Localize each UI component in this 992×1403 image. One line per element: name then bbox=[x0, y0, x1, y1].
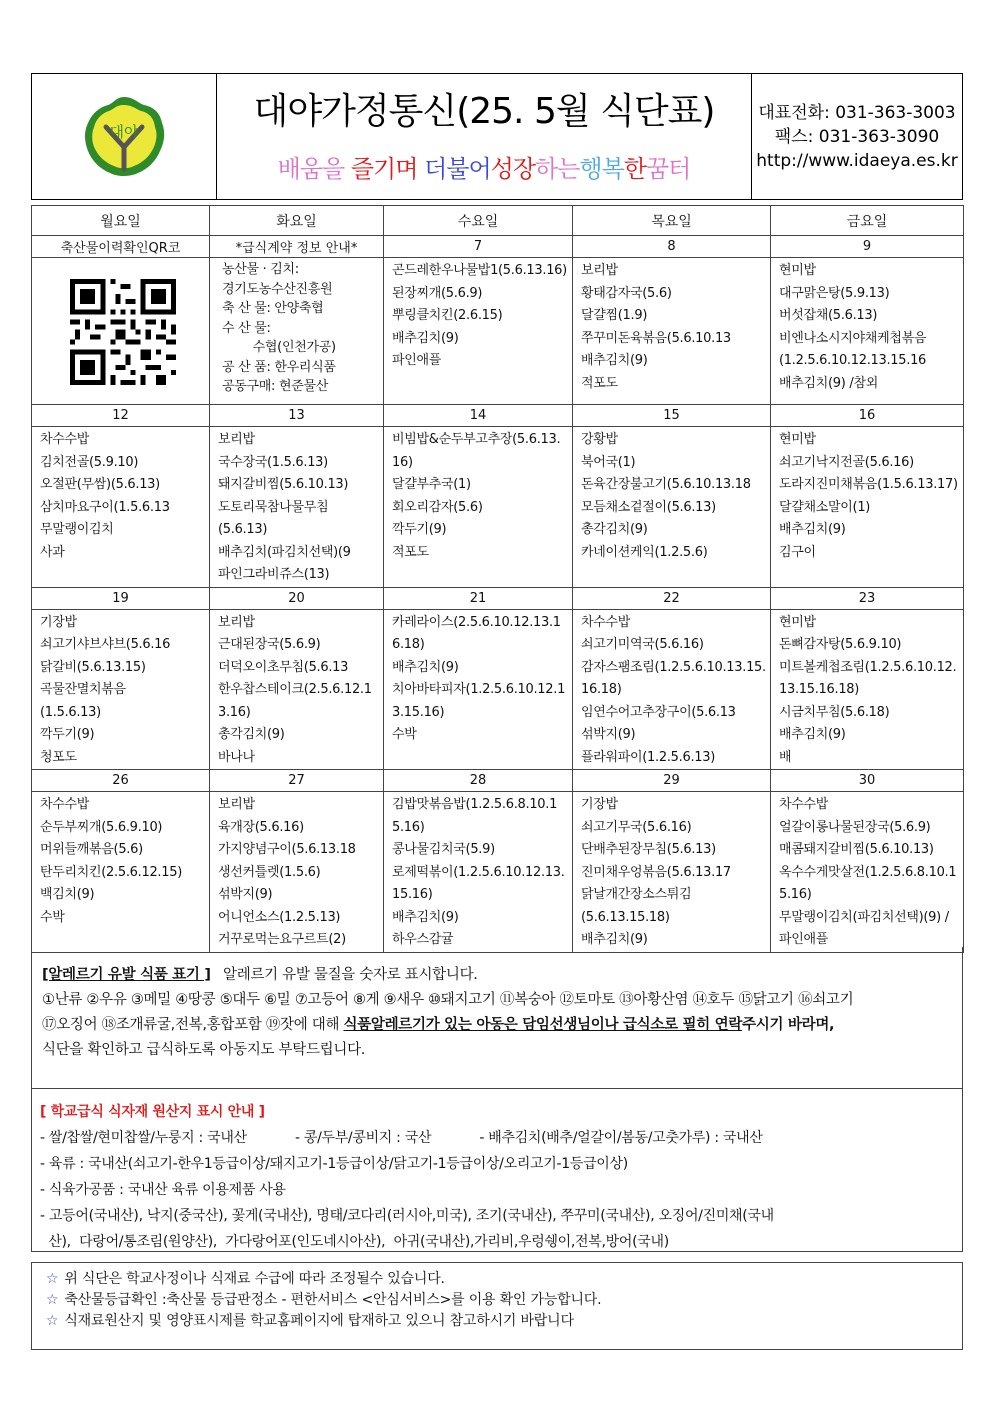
date-19: 19 bbox=[32, 587, 210, 609]
menu-cell-26 bbox=[32, 792, 210, 953]
menu-item: 차수수밥 bbox=[40, 797, 90, 812]
contract-info-line: 공 산 품: 한우리식품 bbox=[222, 359, 336, 375]
menu-cell-23 bbox=[771, 609, 964, 770]
menu-item: 달걀부추국(1) bbox=[392, 477, 471, 492]
menu-item: 보리밥 bbox=[218, 614, 255, 630]
menu-cell-29 bbox=[573, 792, 771, 953]
contract-info-line: 경기도농수산진흥원 bbox=[222, 281, 333, 297]
menu-cell-9 bbox=[771, 258, 964, 405]
menu-item: 황태감자국(5.6) bbox=[581, 285, 672, 301]
menu-item: 김치전골(5.9.10) bbox=[40, 454, 139, 470]
weekday-header-row bbox=[32, 206, 964, 236]
logo-text: 대야 bbox=[109, 122, 139, 141]
menu-item: 보리밥 bbox=[218, 432, 255, 447]
slogan-part-3: 더불어 bbox=[424, 155, 491, 183]
menu-item: 북어국(1) bbox=[581, 454, 636, 470]
date-16: 16 bbox=[771, 405, 964, 427]
weekday-mon: 월요일 bbox=[32, 206, 210, 236]
menu-cell-22 bbox=[573, 609, 771, 770]
slogan-part-7: 한 bbox=[623, 155, 646, 183]
weekday-thu: 목요일 bbox=[573, 206, 771, 236]
origin-seafood-1: - 고등어(국내산), 낙지(중국산), 꽃게(국내산), 명태/코다리(러시아,미국), 조기(국내산), 쭈꾸미(국내산), 오징어/진미채(국내 bbox=[40, 1208, 774, 1224]
menu-item: 돼지갈비찜(5.6.10.13) bbox=[218, 477, 349, 492]
menu-item: 한우찹스테이크(2.5.6.12.13.16) bbox=[218, 682, 372, 720]
school-slogan bbox=[278, 149, 691, 184]
origin-meat: - 육류 : 국내산(쇠고기-한우1등급이상/돼지고기-1등급이상/닭고기-1등급이상/오리고기-1등급이상) bbox=[40, 1156, 628, 1172]
menu-item: 비엔나소시지야채케첩볶음 bbox=[779, 330, 927, 346]
menu-item: 곤드레한우나물밥1(5.6.13.16) bbox=[392, 263, 567, 278]
date-23: 23 bbox=[771, 587, 964, 609]
fax-number: 팩스: 031-363-3090 bbox=[774, 126, 940, 147]
qr-code-cell bbox=[32, 258, 210, 405]
week3-date-row bbox=[32, 587, 964, 609]
date-9: 9 bbox=[771, 236, 964, 258]
star-icon: ☆ bbox=[46, 1313, 59, 1329]
note-1: 위 식단은 학교사정이나 식재료 수급에 따라 조정될수 있습니다. bbox=[64, 1271, 445, 1287]
menu-item: 적포도 bbox=[581, 375, 618, 391]
date-15: 15 bbox=[573, 405, 771, 427]
menu-item: 모듬채소겉절이(5.6.13) bbox=[581, 499, 716, 515]
menu-item: 쇠고기낙지전골(5.6.16) bbox=[779, 454, 914, 470]
menu-item: 된장찌개(5.6.9) bbox=[392, 285, 483, 301]
menu-item: 보리밥 bbox=[581, 263, 618, 278]
weekday-fri: 금요일 bbox=[771, 206, 964, 236]
menu-item: 깍두기(9) bbox=[392, 522, 447, 537]
contract-info-label: *급식계약 정보 안내* bbox=[210, 236, 384, 258]
notes-box bbox=[31, 1262, 963, 1350]
school-url[interactable]: http://www.idaeya.es.kr bbox=[756, 150, 958, 171]
allergy-request-bold: 식품알레르기가 있는 아동은 담임선생님이나 급식소로 필히 연락 bbox=[343, 1017, 743, 1033]
logo-cell bbox=[32, 74, 217, 199]
menu-item: 강황밥 bbox=[581, 432, 618, 447]
menu-item: 배추김치(9) bbox=[392, 330, 459, 346]
menu-cell-8 bbox=[573, 258, 771, 405]
menu-item: 근대된장국(5.6.9) bbox=[218, 637, 321, 652]
menu-item: 어니언소스(1.2.5.13) bbox=[218, 909, 341, 925]
menu-item: 쭈꾸미돈육볶음(5.6.10.13 bbox=[581, 330, 731, 346]
contract-info-line: 농산물 · 김치: bbox=[222, 262, 299, 277]
menu-cell-16 bbox=[771, 427, 964, 588]
menu-item: 총각김치(9) bbox=[581, 522, 648, 537]
menu-item: 김구이 bbox=[779, 544, 816, 560]
week1-date-row bbox=[32, 236, 964, 258]
menu-item: 거꾸로먹는요구르트(2) bbox=[218, 932, 346, 947]
week1-menu-row bbox=[32, 258, 964, 405]
menu-table bbox=[31, 205, 964, 953]
menu-item: 육개장(5.6.16) bbox=[218, 819, 304, 835]
menu-item: 닭갈비(5.6.13.15) bbox=[40, 659, 146, 675]
menu-item: 머위들깨볶음(5.6) bbox=[40, 842, 143, 857]
allergy-title: [알레르기 유발 식품 표기 ] bbox=[42, 967, 211, 983]
allergy-request-2: 식단을 확인하고 급식하도록 아동지도 부탁드립니다. bbox=[42, 1042, 366, 1058]
menu-item: 시금치무침(5.6.18) bbox=[779, 704, 890, 720]
menu-item: (5.6.13) bbox=[218, 522, 268, 537]
contract-info-line: 공동구매: 현준물산 bbox=[222, 379, 328, 394]
week4-date-row bbox=[32, 770, 964, 792]
menu-item: 버섯잡채(5.6.13) bbox=[779, 308, 878, 323]
allergy-intro: 알레르기 유발 물질을 숫자로 표시합니다. bbox=[223, 967, 478, 983]
menu-item: 미트볼케첩조림(1.2.5.6.10.12.13.15.16.18) bbox=[779, 659, 957, 697]
menu-cell-30 bbox=[771, 792, 964, 953]
contact-cell bbox=[752, 74, 962, 199]
menu-item: 차수수밥 bbox=[581, 614, 631, 630]
menu-item: 감자스팸조림(1.2.5.6.10.13.15.16.18) bbox=[581, 659, 766, 697]
menu-item: 배추김치(9) bbox=[581, 353, 648, 368]
week4-menu-row bbox=[32, 792, 964, 953]
menu-item: 쇠고기무국(5.6.16) bbox=[581, 819, 692, 835]
menu-item: 달걀찜(1.9) bbox=[581, 308, 648, 323]
menu-item: 국수장국(1.5.6.13) bbox=[218, 454, 328, 470]
menu-item: 카레라이스(2.5.6.10.12.13.16.18) bbox=[392, 614, 561, 652]
menu-item: 차수수밥 bbox=[779, 797, 829, 812]
date-26: 26 bbox=[32, 770, 210, 792]
menu-item: 깍두기(9) bbox=[40, 727, 95, 742]
menu-item: 현미밥 bbox=[779, 614, 816, 630]
menu-item: 무말랭이김치(파김치선택)(9) / 파인애플 bbox=[779, 909, 949, 947]
star-icon: ☆ bbox=[46, 1292, 59, 1308]
menu-item: 김밥맛볶음밥(1.2.5.6.8.10.15.16) bbox=[392, 797, 558, 835]
menu-item: 파인그라비쥬스(13) bbox=[218, 567, 330, 582]
week3-menu-row bbox=[32, 609, 964, 770]
menu-item: 오절판(무쌈)(5.6.13) bbox=[40, 477, 160, 492]
menu-cell-13 bbox=[210, 427, 384, 588]
menu-item: 가지양념구이(5.6.13.18 bbox=[218, 842, 356, 857]
menu-item: 보리밥 bbox=[218, 797, 255, 812]
weekday-wed: 수요일 bbox=[384, 206, 573, 236]
menu-item: 섞박지(9) bbox=[218, 887, 273, 902]
menu-item: 하우스감귤 bbox=[392, 932, 454, 947]
slogan-part-1: 배움을 bbox=[277, 155, 345, 183]
menu-item: 삼치마요구이(1.5.6.13 bbox=[40, 499, 170, 515]
origin-bean: - 콩/두부/콩비지 : 국산 bbox=[294, 1130, 432, 1146]
school-logo-icon bbox=[78, 91, 170, 183]
menu-item: 적포도 bbox=[392, 544, 429, 560]
date-8: 8 bbox=[573, 236, 771, 258]
menu-item: (1.2.5.6.10.12.13.15.16 bbox=[779, 353, 927, 368]
menu-item: 카네이션케익(1.2.5.6) bbox=[581, 544, 708, 560]
qr-code-icon[interactable] bbox=[70, 279, 176, 385]
menu-item: 닭날개간장소스튀김 bbox=[581, 887, 692, 902]
contract-info-line: 수협(인천가공) bbox=[222, 340, 336, 355]
menu-cell-21 bbox=[384, 609, 573, 770]
date-20: 20 bbox=[210, 587, 384, 609]
menu-item: 배 bbox=[779, 749, 792, 765]
menu-item: 뿌링클치킨(2.6.15) bbox=[392, 308, 503, 323]
menu-item: 바나나 bbox=[218, 749, 255, 765]
menu-item: 배추김치(9) bbox=[779, 727, 846, 742]
date-14: 14 bbox=[384, 405, 573, 427]
menu-item: 도라지진미채볶음(1.5.6.13.17) bbox=[779, 477, 958, 492]
menu-cell-15 bbox=[573, 427, 771, 588]
date-30: 30 bbox=[771, 770, 964, 792]
menu-cell-12 bbox=[32, 427, 210, 588]
menu-item: 배추김치(9) bbox=[779, 522, 846, 537]
menu-item: 현미밥 bbox=[779, 263, 816, 278]
origin-kimchi: - 배추김치(배추/얼갈이/봄동/고춧가루) : 국내산 bbox=[479, 1130, 763, 1146]
weekday-tue: 화요일 bbox=[210, 206, 384, 236]
menu-item: 진미채우엉볶음(5.6.13.17 bbox=[581, 864, 731, 880]
menu-item: 청포도 bbox=[40, 749, 77, 765]
menu-item: 더덕오이초무침(5.6.13 bbox=[218, 659, 349, 675]
menu-item: 콩나물김치국(5.9) bbox=[392, 842, 495, 857]
origin-title: [ 학교급식 식자재 원산지 표시 안내 ] bbox=[40, 1104, 265, 1120]
menu-item: 섞박지(9) bbox=[581, 727, 636, 742]
menu-item: 단배추된장무침(5.6.13) bbox=[581, 842, 716, 857]
menu-item: 얼갈이롱나물된장국(5.6.9) bbox=[779, 819, 931, 835]
menu-item: 플라워파이(1.2.5.6.13) bbox=[581, 749, 715, 765]
header bbox=[31, 73, 963, 200]
date-7: 7 bbox=[384, 236, 573, 258]
menu-item: 옥수수게맛살전(1.2.5.6.8.10.15.16) bbox=[779, 864, 957, 902]
menu-cell-7 bbox=[384, 258, 573, 405]
origin-seafood-2: 산), 다랑어/통조림(원양산), 가다랑어포(인도네시아산), 아귀(국내산),가리비,우렁쉥이,전복,방어(국내) bbox=[40, 1234, 669, 1250]
menu-item: (1.5.6.13) bbox=[40, 704, 101, 720]
menu-cell-27 bbox=[210, 792, 384, 953]
note-3: 식재료원산지 및 영양표시제를 학교홈페이지에 탑재하고 있으니 참고하시기 바랍니다 bbox=[64, 1313, 574, 1329]
allergy-request-end: 주시기 바라며, bbox=[742, 1017, 835, 1033]
menu-item: 배추김치(9) bbox=[392, 659, 459, 675]
menu-item: 비빔밥&순두부고추장(5.6.13.16) bbox=[392, 432, 561, 470]
menu-item: 배추김치(9) bbox=[392, 909, 459, 925]
menu-item: 회오리감자(5.6) bbox=[392, 499, 483, 515]
menu-item: 임연수어고추장구이(5.6.13 bbox=[581, 704, 736, 720]
date-12: 12 bbox=[32, 405, 210, 427]
slogan-part-4: 성장 bbox=[490, 155, 536, 183]
menu-item: 기장밥 bbox=[581, 797, 618, 812]
menu-cell-19 bbox=[32, 609, 210, 770]
menu-item: 쇠고기미역국(5.6.16) bbox=[581, 637, 704, 652]
slogan-part-6: 행복 bbox=[579, 155, 624, 183]
title-cell bbox=[217, 74, 752, 199]
menu-item: 파인애플 bbox=[392, 353, 442, 368]
menu-item: 배추김치(9) /참외 bbox=[779, 375, 878, 391]
allergy-list-1: ①난류 ②우유 ③메밀 ④땅콩 ⑤대두 ⑥밀 ⑦고등어 ⑧게 ⑨새우 ⑩돼지고기 ⑪복숭아 ⑫토마토 ⑬아황산염 ⑭호두 ⑮닭고기 ⑯쇠고기 bbox=[42, 992, 854, 1008]
menu-item: 총각김치(9) bbox=[218, 727, 285, 742]
phone-number: 대표전화: 031-363-3003 bbox=[758, 102, 956, 123]
menu-item: 배추김치(파김치선택)(9 bbox=[218, 544, 351, 560]
slogan-part-5: 하는 bbox=[535, 155, 580, 183]
menu-item: 돈육간장불고기(5.6.10.13.18 bbox=[581, 477, 751, 492]
week2-menu-row bbox=[32, 427, 964, 588]
menu-item: 현미밥 bbox=[779, 432, 816, 447]
qr-label: 축산물이력확인QR코 bbox=[32, 236, 210, 258]
date-22: 22 bbox=[573, 587, 771, 609]
menu-cell-28 bbox=[384, 792, 573, 953]
menu-item: 순두부찌개(5.6.9.10) bbox=[40, 819, 163, 835]
star-icon: ☆ bbox=[46, 1271, 59, 1287]
menu-item: 쇠고기샤브샤브(5.6.16 bbox=[40, 637, 171, 652]
contract-info-line: 축 산 물: 안양축협 bbox=[222, 301, 324, 316]
menu-item: 도토리묵참나물무침 bbox=[218, 499, 329, 515]
menu-item: 탄두리치킨(2.5.6.12.15) bbox=[40, 864, 182, 880]
menu-item: (5.6.13.15.18) bbox=[581, 909, 670, 925]
allergy-list-2: ⑰오징어 ⑱조개류굴,전복,홍합포함 ⑲잣에 대해 bbox=[42, 1017, 340, 1033]
origin-processed-meat: - 식육가공품 : 국내산 육류 이용제품 사용 bbox=[40, 1182, 286, 1198]
menu-item: 로제떡볶이(1.2.5.6.10.12.13.15.16) bbox=[392, 864, 565, 902]
slogan-part-8: 꿈터 bbox=[645, 155, 691, 183]
menu-item: 기장밥 bbox=[40, 614, 77, 630]
menu-item: 배추김치(9) bbox=[581, 932, 648, 947]
menu-item: 달걀채소말이(1) bbox=[779, 499, 871, 515]
menu-item: 수박 bbox=[392, 727, 417, 742]
menu-item: 곡물잔멸치볶음 bbox=[40, 682, 126, 697]
week2-date-row bbox=[32, 405, 964, 427]
date-27: 27 bbox=[210, 770, 384, 792]
date-21: 21 bbox=[384, 587, 573, 609]
menu-item: 생선커틀렛(1.5.6) bbox=[218, 864, 321, 880]
page-title: 대야가정통신(25. 5월 식단표) bbox=[253, 91, 715, 132]
origin-rice: - 쌀/찹쌀/현미찹쌀/누룽지 : 국내산 bbox=[40, 1130, 247, 1146]
menu-cell-20 bbox=[210, 609, 384, 770]
contract-info-cell bbox=[210, 258, 384, 405]
menu-item: 수박 bbox=[40, 909, 65, 925]
date-28: 28 bbox=[384, 770, 573, 792]
menu-item: 사과 bbox=[40, 544, 65, 560]
menu-item: 치아바타피자(1.2.5.6.10.12.13.15.16) bbox=[392, 682, 566, 720]
contract-info-line: 수 산 물: bbox=[222, 320, 271, 336]
menu-item: 매콤돼지갈비찜(5.6.10.13) bbox=[779, 842, 934, 857]
date-13: 13 bbox=[210, 405, 384, 427]
menu-item: 돈뼈감자탕(5.6.9.10) bbox=[779, 637, 902, 652]
slogan-part-2: 즐기며 bbox=[350, 155, 418, 183]
menu-item: 백김치(9) bbox=[40, 887, 95, 902]
date-29: 29 bbox=[573, 770, 771, 792]
menu-item: 무말랭이김치 bbox=[40, 522, 114, 537]
allergy-notice bbox=[31, 947, 963, 1089]
note-2: 축산물등급확인 :축산물 등급판정소 - 편한서비스 <안심서비스>를 이용 확인 가능합니다. bbox=[64, 1292, 602, 1308]
origin-notice bbox=[31, 1089, 963, 1252]
menu-cell-14 bbox=[384, 427, 573, 588]
menu-item: 차수수밥 bbox=[40, 432, 90, 447]
menu-item: 대구맑은탕(5.9.13) bbox=[779, 285, 890, 301]
